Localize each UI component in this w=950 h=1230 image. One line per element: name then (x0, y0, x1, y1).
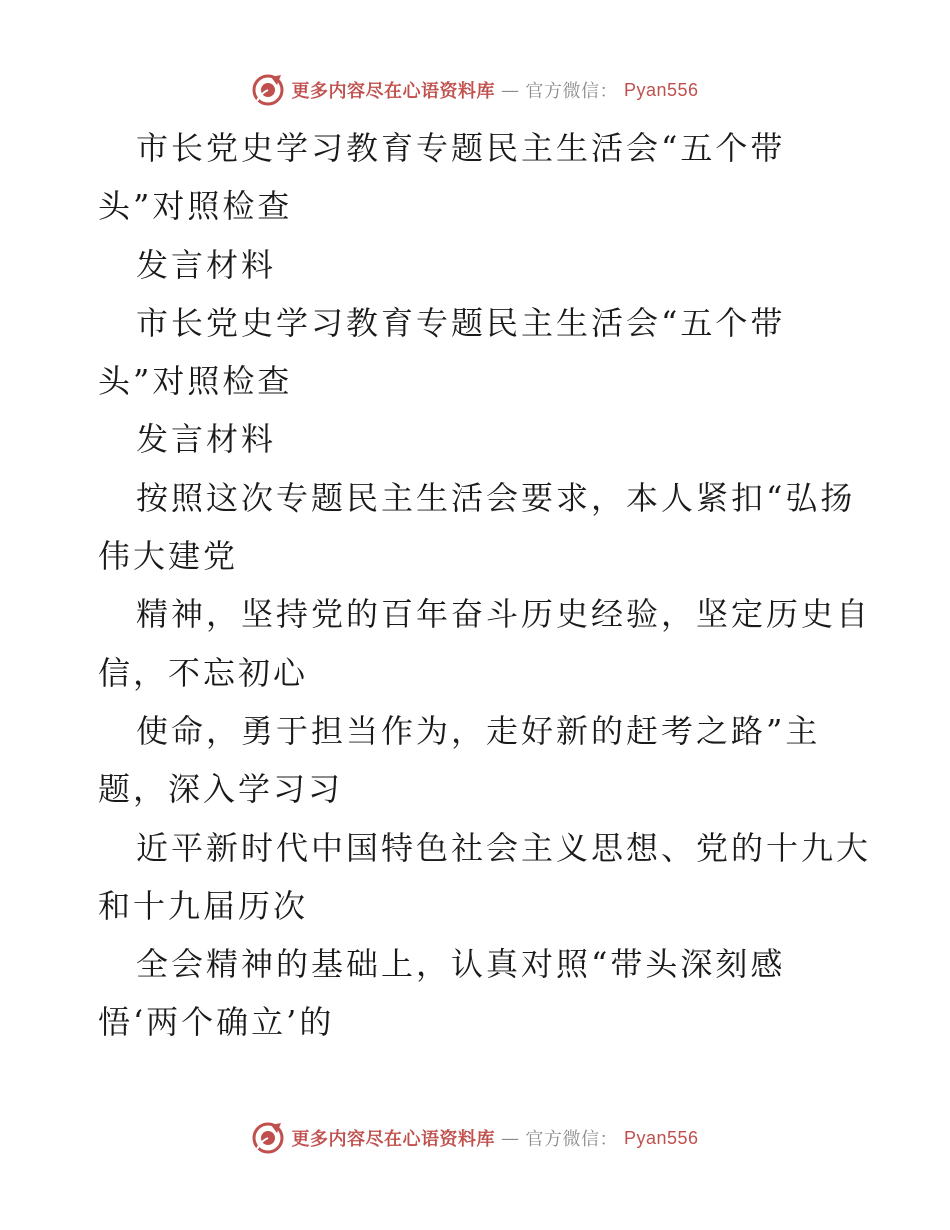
paragraph-line: 使命，勇于担当作为，走好新的赶考之路”主 (136, 711, 821, 750)
paragraph-line: 市长党史学习教育专题民主生活会“五个带 (136, 129, 786, 167)
banner-sub-text: 官方微信： (525, 81, 618, 102)
paragraph-line: 精神，坚持党的百年奋斗历史经验，坚定历史自 (136, 595, 872, 634)
paragraph-line: 悟‘两个确立’的 (98, 1003, 335, 1042)
pen-logo-icon (251, 1121, 285, 1155)
paragraph-line: 市长党史学习教育专题民主生活会“五个带 (136, 303, 786, 342)
banner-main-text: 更多内容尽在心语资料库 (291, 1129, 495, 1150)
footer-banner (0, 1118, 950, 1158)
paragraph-line: 伟大建党 (98, 537, 239, 576)
paragraph-line: 全会精神的基础上，认真对照“带头深刻感 (136, 945, 786, 984)
paragraph-line: 发言材料 (136, 420, 277, 459)
banner-wechat-id: Pyan556 (623, 1127, 699, 1148)
pen-logo-icon (251, 73, 285, 107)
banner-separator: — (500, 79, 520, 101)
paragraph-line: 和十九届历次 (98, 886, 309, 925)
banner-sub-text: 官方微信： (525, 1129, 618, 1150)
paragraph-line: 头”对照检查 (98, 362, 293, 401)
paragraph-line: 头”对照检查 (98, 187, 293, 226)
paragraph-line: 近平新时代中国特色社会主义思想、党的十九大 (136, 828, 872, 867)
banner-wechat-id: Pyan556 (623, 79, 699, 100)
paragraph-line: 信，不忘初心 (98, 653, 309, 692)
document-body (98, 119, 872, 1052)
paragraph-line: 题，深入学习习 (98, 770, 344, 809)
header-banner (0, 70, 950, 110)
banner-main-text: 更多内容尽在心语资料库 (291, 81, 495, 102)
paragraph-line: 按照这次专题民主生活会要求，本人紧扣“弘扬 (136, 478, 856, 517)
paragraph-line: 发言材料 (136, 245, 277, 284)
banner-separator: — (500, 1127, 520, 1149)
